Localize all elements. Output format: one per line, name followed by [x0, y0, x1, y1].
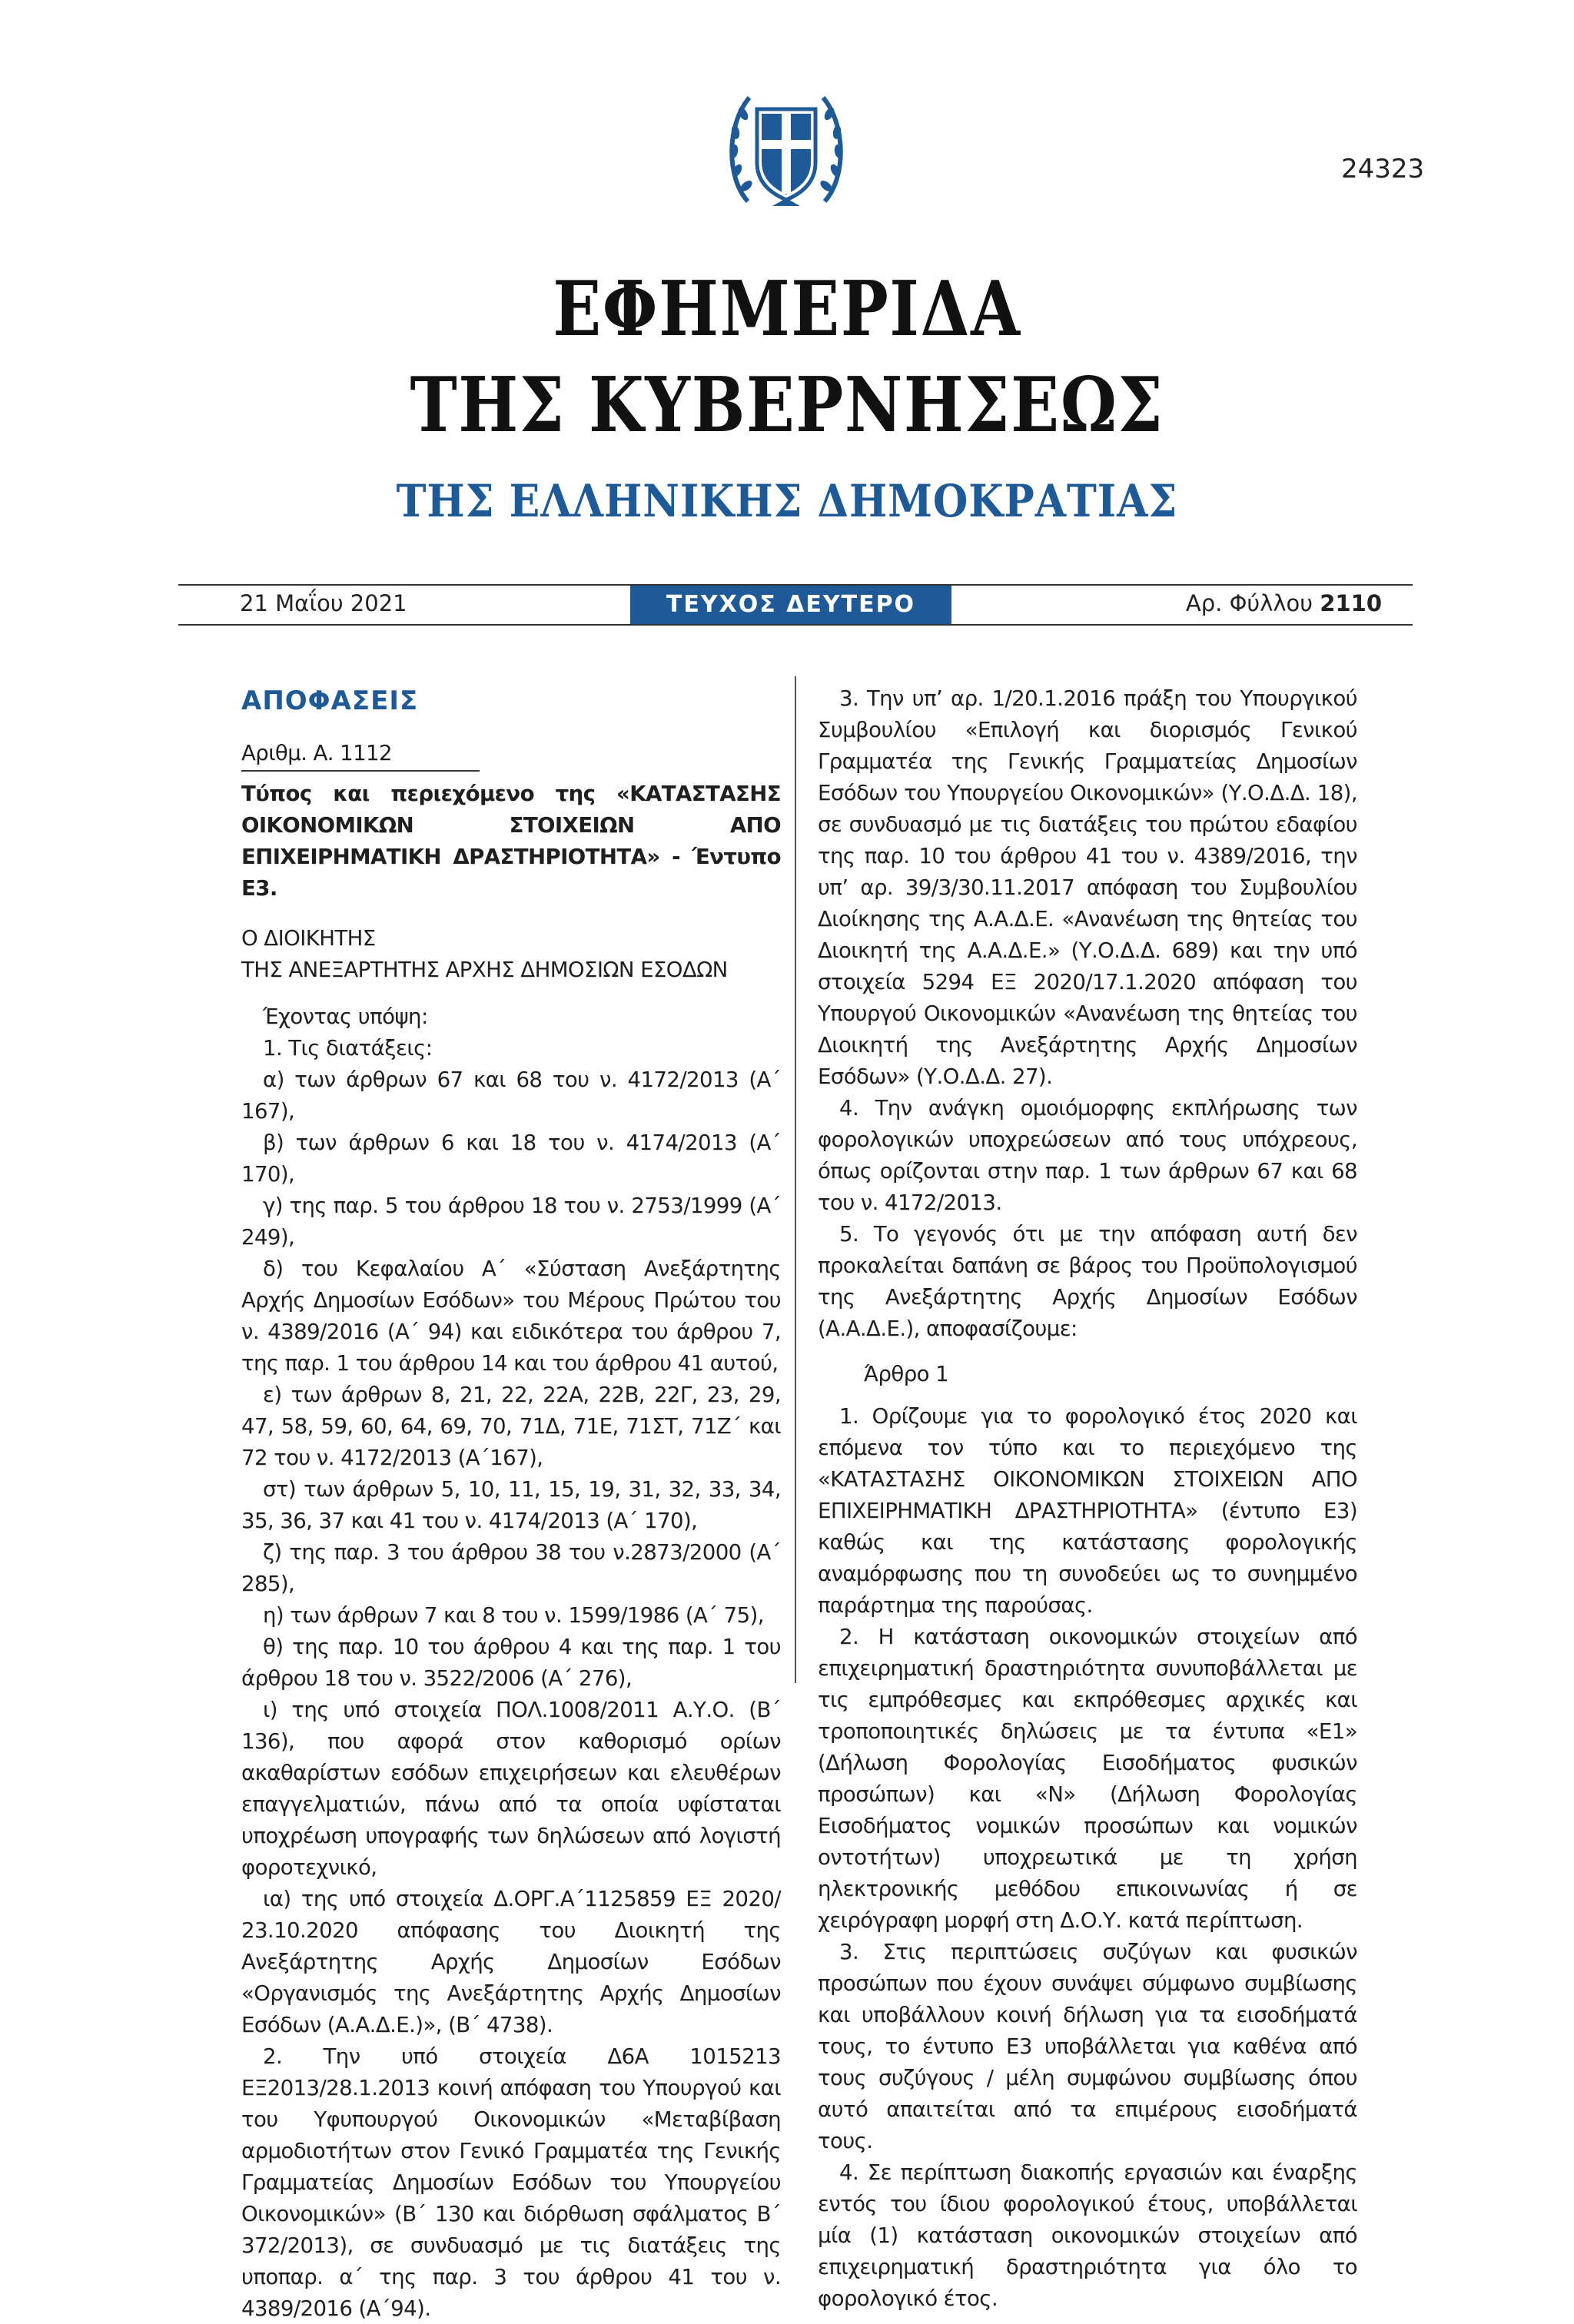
preamble-paragraph: γ) της παρ. 5 του άρθρου 18 του ν. 2753/1999 (Α΄ 249),: [241, 1193, 781, 1250]
issue-bar: [178, 584, 1413, 626]
article-paragraph: 2. Η κατάσταση οικονομικών στοιχείων από επιχειρηματική δραστηριότητα συνυποβάλλεται με τις εμπρόθεσμες και εκπρόθεσμες αρχικές και τροποποιητικές δηλώσεις με τα έντυπα «Ε1» (Δήλωση Φορολογίας Εισοδήματος φυσικών προσώπων) και «Ν» (Δήλωση Φορολογίας Εισοδήματος νομικών προσώπων και νομικών οντοτήτων) υποχρεωτικά με τη χρήση ηλεκτρονικής μεθόδου επικοινωνίας ή σε χειρόγραφη μορφή στη Δ.Ο.Υ. κατά περίπτωση.: [818, 1624, 1357, 1933]
article-heading: Άρθρο 1: [864, 1361, 949, 1386]
column-divider: [795, 676, 796, 1683]
decision-number: Αριθμ. Α. 1112: [241, 737, 480, 772]
preamble-paragraph: ια) της υπό στοιχεία Δ.ΟΡΓ.Α΄1125859 ΕΞ 2020/ 23.10.2020 απόφασης του Διοικητή της Ανεξάρτητης Αρχής Δημοσίων Εσόδων «Οργανισμός της Ανεξάρτητης Αρχής Δημοσίων Εσόδων (Α.Α.Δ.Ε.)», (Β΄ 4738).: [241, 1886, 781, 2037]
sheet-number: 2110: [1320, 590, 1382, 616]
preamble-paragraph: στ) των άρθρων 5, 10, 11, 15, 19, 31, 32, 33, 34, 35, 36, 37 και 41 του ν. 4174/2013 (Α΄ 170),: [241, 1476, 781, 1533]
coat-of-arms-emblem: [726, 86, 846, 214]
preamble-paragraph: δ) του Κεφαλαίου Α΄ «Σύσταση Ανεξάρτητης Αρχής Δημοσίων Εσόδων» του Μέρους Πρώτου του ν. 4389/2016 (Α΄ 94) και ειδικότερα του άρθρου 7, της παρ. 1 του άρθρου 14 και του άρθρου 41 αυτού,: [241, 1256, 781, 1376]
issue-type-badge: ΤΕΥΧΟΣ ΔΕΥΤΕΡΟ: [630, 586, 951, 624]
decision-title: Τύπος και περιεχόμενο της «ΚΑΤΑΣΤΑΣΗΣ ΟΙΚΟΝΟΜΙΚΩΝ ΣΤΟΙΧΕΙΩΝ ΑΠΟ ΕΠΙΧΕΙΡΗΜΑΤΙΚΗ ΔΡΑΣΤΗΡΙΟΤΗΤΑ» - Έντυπο Ε3.: [241, 781, 781, 901]
masthead-subtitle: ΤΗΣ ΕΛΛΗΝΙΚΗΣ ΔΗΜΟΚΡΑΤΙΑΣ: [396, 475, 1178, 527]
right-column: [818, 682, 1357, 2314]
preamble-paragraph: 4. Την ανάγκη ομοιόμορφης εκπλήρωσης των φορολογικών υποχρεώσεων από τους υπόχρεους, όπως ορίζονται στην παρ. 1 των άρθρων 67 και 68 του ν. 4172/2013.: [818, 1095, 1357, 1215]
article-paragraph: 3. Στις περιπτώσεις συζύγων και φυσικών προσώπων που έχουν συνάψει σύμφωνο συμβίωσης και υποβάλλουν κοινή δήλωση για τα εισοδήματά τους, το έντυπο Ε3 υποβάλλεται για καθένα από τους συζύγους / μέλη συμφώνου συμβίωσης όπου αυτό απαιτείται από τα επιμέρους εισοδήματά τους.: [818, 1939, 1357, 2153]
issue-date: 21 Μαΐου 2021: [240, 590, 407, 616]
masthead-title-line1: ΕΦΗΜΕΡΙΔΑ: [553, 265, 1021, 354]
authority-line1: Ο ΔΙΟΙΚΗΤΗΣ: [241, 925, 376, 951]
preamble-paragraph: β) των άρθρων 6 και 18 του ν. 4174/2013 (Α΄ 170),: [241, 1130, 781, 1187]
preamble-paragraph: ε) των άρθρων 8, 21, 22, 22Α, 22Β, 22Γ, 23, 29, 47, 58, 59, 60, 64, 69, 70, 71Δ, 71Ε, 71ΣΤ, 71Ζ΄ και 72 του ν. 4172/2013 (Α΄167),: [241, 1382, 781, 1470]
preamble-paragraph: ζ) της παρ. 3 του άρθρου 38 του ν.2873/2000 (Α΄ 285),: [241, 1539, 781, 1596]
preamble-paragraph: 2. Την υπό στοιχεία Δ6Α 1015213 ΕΞ2013/28.1.2013 κοινή απόφαση του Υπουργού και του Υφυπουργού Οικονομικών «Μεταβίβαση αρμοδιοτήτων στον Γενικό Γραμματέα της Γενικής Γραμματείας Δημοσίων Εσόδων του Υπουργείου Οικονομικών» (Β΄ 130 και διόρθωση σφάλματος Β΄ 372/2013), σε συνδυασμό με τις διατάξεις της υποπαρ. α΄ της παρ. 3 του άρθρου 41 του ν. 4389/2016 (Α΄94).: [241, 2043, 781, 2321]
authority-line2: ΤΗΣ ΑΝΕΞΑΡΤΗΤΗΣ ΑΡΧΗΣ ΔΗΜΟΣΙΩΝ ΕΣΟΔΩΝ: [241, 957, 728, 982]
masthead-title-line2: ΤΗΣ ΚΥΒΕΡΝΗΣΕΩΣ: [410, 361, 1164, 450]
preamble-paragraph: 3. Την υπ’ αρ. 1/20.1.2016 πράξη του Υπουργικού Συμβουλίου «Επιλογή και διορισμός Γενικού Γραμματέα της Γενικής Γραμματείας Δημοσίων Εσόδων του Υπουργείου Οικονομικών» (Υ.Ο.Δ.Δ. 18), σε συνδυασμό με τις διατάξεις του πρώτου εδαφίου της παρ. 10 του άρθρου 41 του ν. 4389/2016, την υπ’ αρ. 39/3/30.11.2017 απόφαση του Συμβουλίου Διοίκησης της Α.Α.Δ.Ε. «Ανανέωση της θητείας του Διοικητή της Α.Α.Δ.Ε.» (Υ.Ο.Δ.Δ. 689) και την υπό στοιχεία 5294 ΕΞ 2020/17.1.2020 απόφαση του Υπουργού Οικονομικών «Ανανέωση της θητείας του Διοικητή της Ανεξάρτητης Αρχής Δημοσίων Εσόδων» (Υ.Ο.Δ.Δ. 27).: [818, 686, 1357, 1089]
preamble-paragraph: ι) της υπό στοιχεία ΠΟΛ.1008/2011 Α.Υ.Ο. (Β΄ 136), που αφορά στον καθορισμό ορίων ακαθαρίστων εσόδων επιχειρήσεων και ελευθέρων επαγγελματιών, πάνω από τα οποία υφίσταται υποχρέωση υπογραφής των δηλώσεων από λογιστή φοροτεχνικό,: [241, 1697, 781, 1880]
issue-sheet-number: [1186, 590, 1382, 616]
preamble-paragraph: α) των άρθρων 67 και 68 του ν. 4172/2013 (Α΄ 167),: [241, 1067, 781, 1124]
hellenic-coat-of-arms-icon: [726, 86, 846, 214]
page-number: 24323: [1341, 154, 1425, 184]
preamble-paragraph: η) των άρθρων 7 και 8 του ν. 1599/1986 (Α΄ 75),: [263, 1602, 764, 1628]
article-paragraph: 4. Σε περίπτωση διακοπής εργασιών και έναρξης εντός του ίδιου φορολογικού έτους, υποβάλλεται μία (1) κατάσταση οικονομικών στοιχείων από επιχειρηματική δραστηριότητα για όλο το φορολογικό έτος.: [818, 2160, 1357, 2311]
preamble-paragraph: Έχοντας υπόψη:: [263, 1004, 428, 1029]
preamble-paragraph: 5. Το γεγονός ότι με την απόφαση αυτή δεν προκαλείται δαπάνη σε βάρος του Προϋπολογισμού της Ανεξάρτητης Αρχής Δημοσίων Εσόδων (Α.Α.Δ.Ε.), αποφασίζουμε:: [818, 1221, 1357, 1341]
article-paragraph: 1. Ορίζουμε για το φορολογικό έτος 2020 και επόμενα τον τύπο και το περιεχόμενο της «ΚΑΤΑΣΤΑΣΗΣ ΟΙΚΟΝΟΜΙΚΩΝ ΣΤΟΙΧΕΙΩΝ ΑΠΟ ΕΠΙΧΕΙΡΗΜΑΤΙΚΗ ΔΡΑΣΤΗΡΙΟΤΗΤΑ» (έντυπο Ε3) καθώς και της κατάστασης φορολογικής αναμόρφωσης που τη συνοδεύει ως το συνημμένο παράρτημα της παρούσας.: [818, 1403, 1357, 1618]
section-title: ΑΠΟΦΑΣΕΙΣ: [241, 686, 419, 716]
left-column: [241, 676, 781, 2324]
preamble-paragraph: 1. Τις διατάξεις:: [263, 1035, 433, 1061]
issuing-authority: [241, 922, 781, 985]
preamble-paragraph: θ) της παρ. 10 του άρθρου 4 και της παρ. 1 του άρθρου 18 του ν. 3522/2006 (Α΄ 276),: [241, 1634, 781, 1691]
sheet-label: Αρ. Φύλλου: [1185, 590, 1313, 616]
